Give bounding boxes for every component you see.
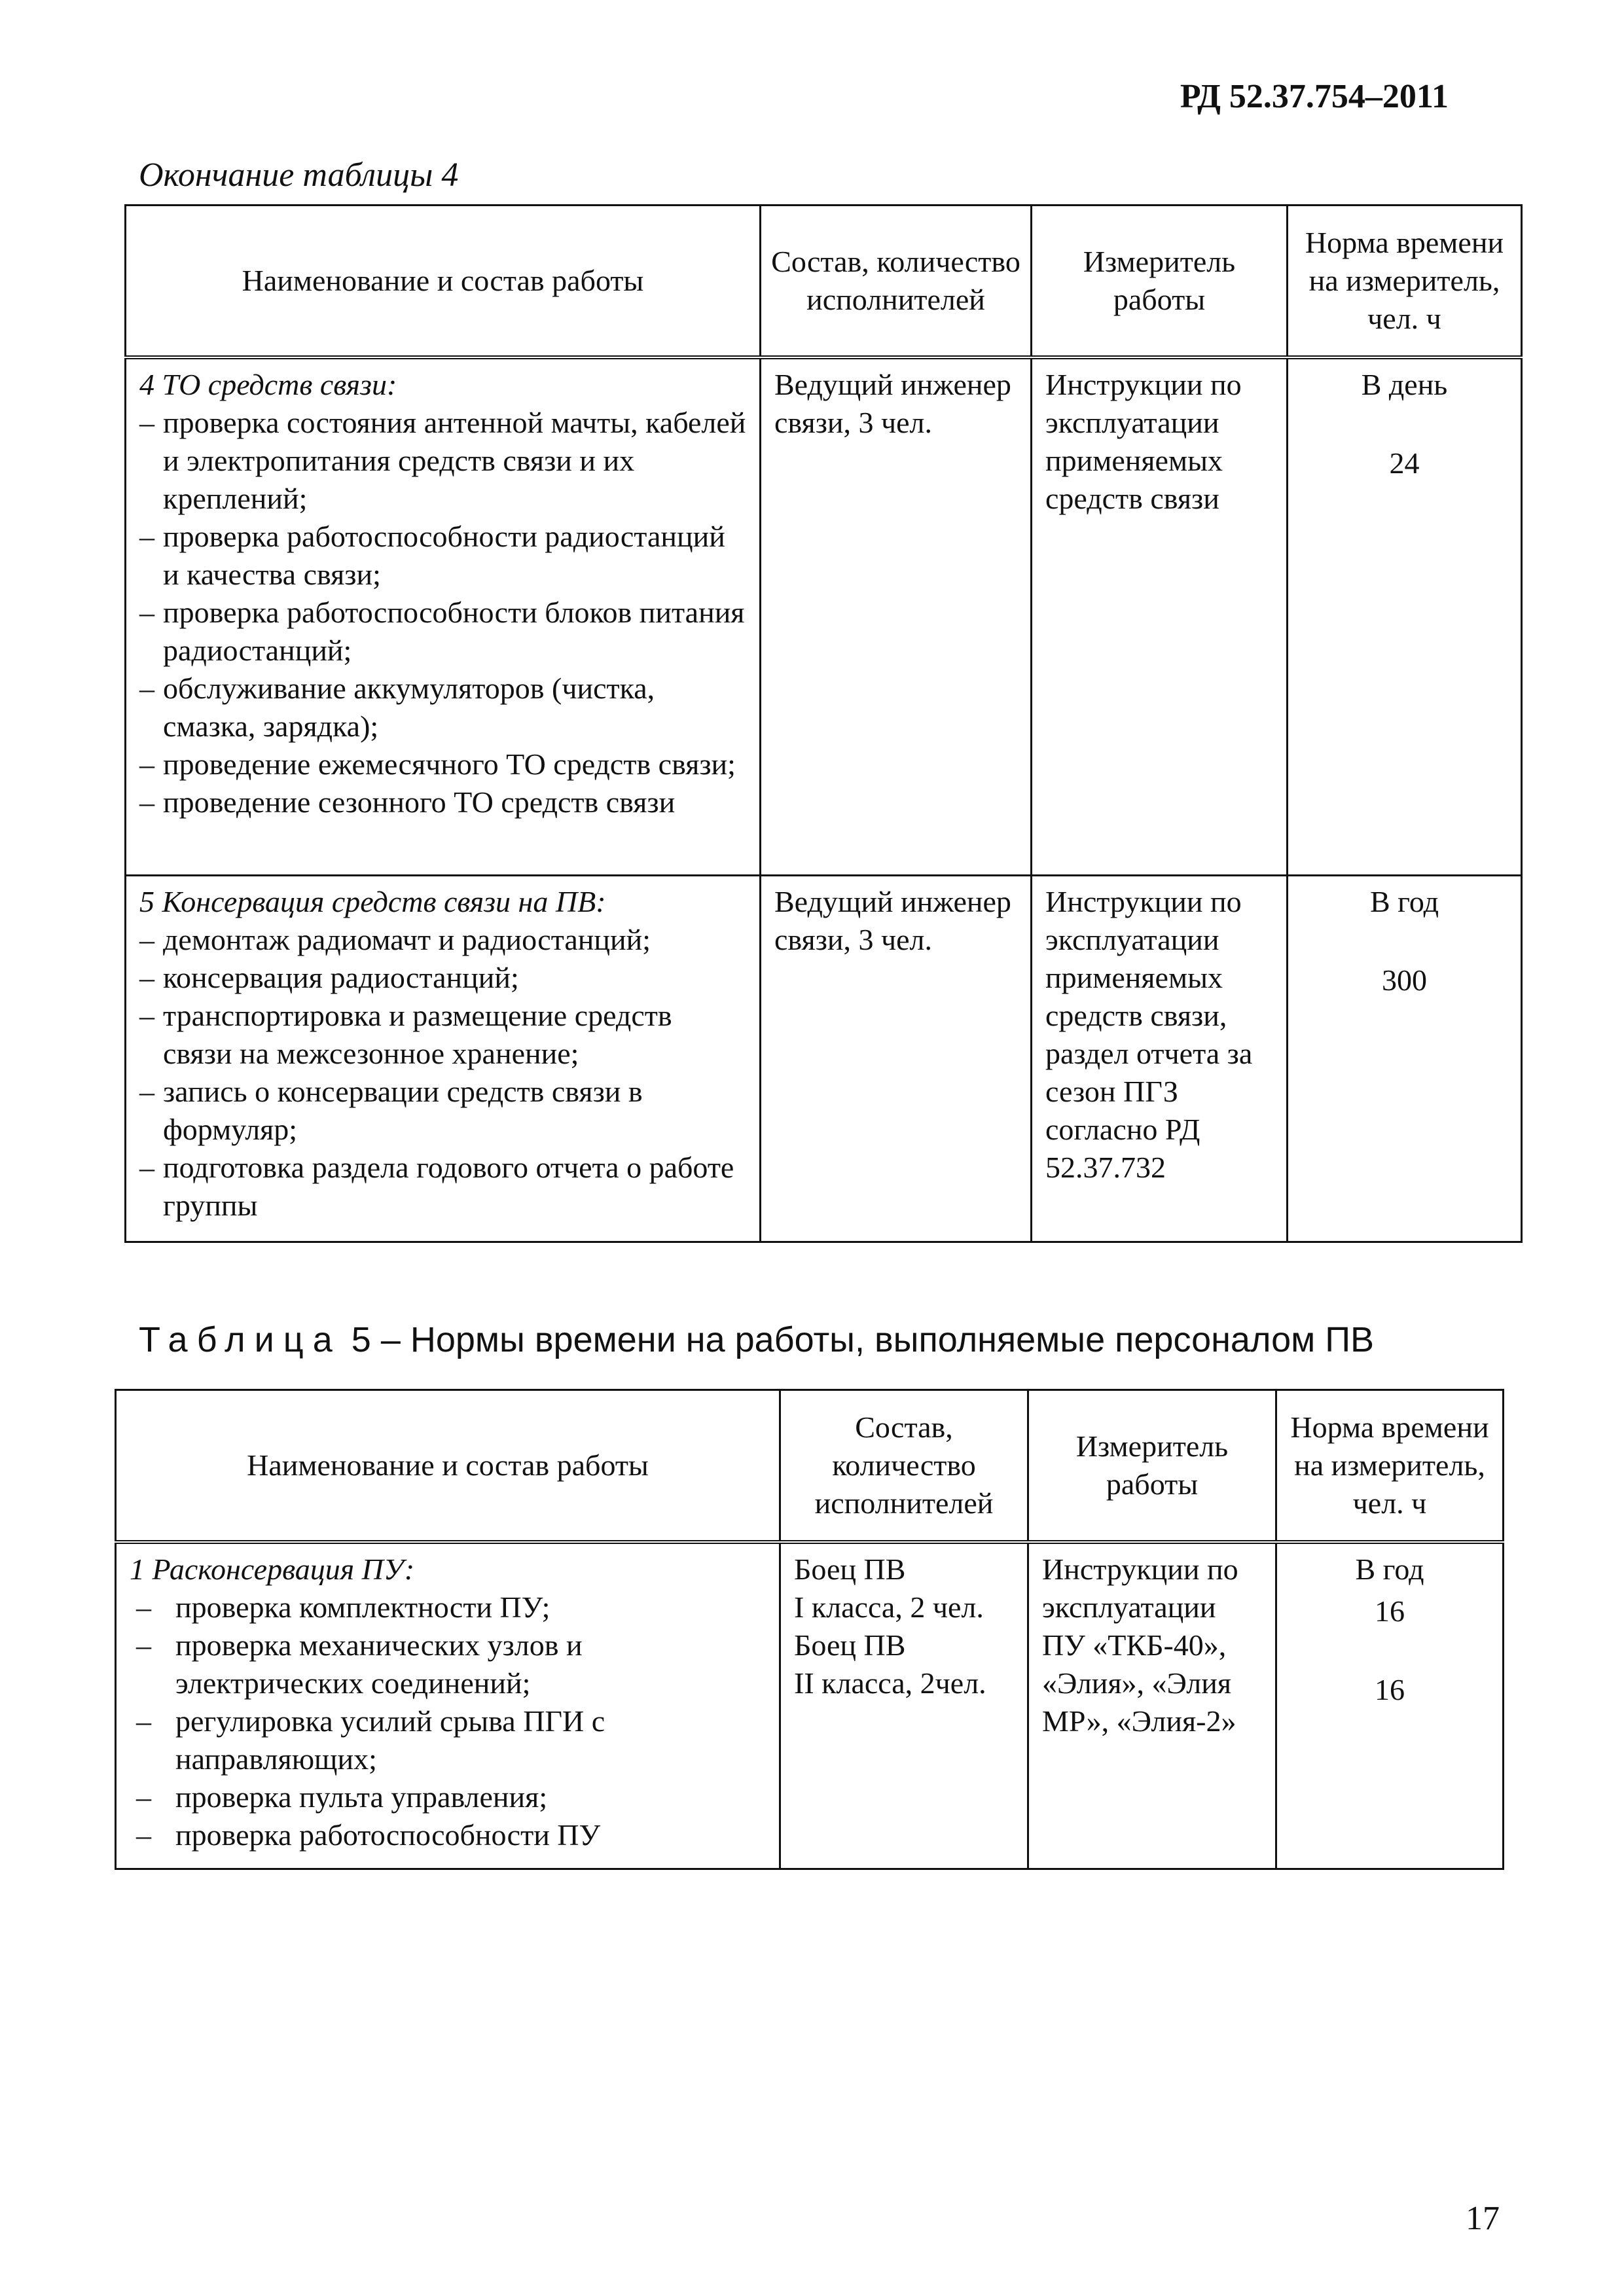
performers-cell <box>780 1542 1028 1869</box>
table-5-caption <box>139 1319 1374 1360</box>
list-item: – проверка работоспособности блоков питания радиостанций; <box>139 594 746 670</box>
list-item: – демонтаж радиомачт и радиостанций; <box>139 921 746 959</box>
table-4 <box>124 204 1523 1243</box>
list-item: – обслуживание аккумуляторов (чистка, смазка, зарядка); <box>139 670 746 745</box>
norm-value: 16 <box>1375 1594 1405 1628</box>
table-row <box>116 1542 1504 1869</box>
work-title: 1 Расконсервация ПУ: <box>130 1552 415 1586</box>
list-item: – запись о консервации средств связи в формуляр; <box>139 1073 746 1149</box>
list-item: – транспортировка и размещение средств связи на межсезонное хранение; <box>139 997 746 1073</box>
list-item: – проверка работоспособности радиостанций и качества связи; <box>139 518 746 594</box>
column-header: Наименование и состав работы <box>116 1390 780 1542</box>
work-cell <box>126 357 761 876</box>
performers-cell: Ведущий инженер связи, 3 чел. <box>761 876 1032 1242</box>
performer-line: II класса, 2чел. <box>794 1666 986 1700</box>
list-item: – проверка комплектности ПУ; <box>130 1588 766 1626</box>
work-cell <box>116 1542 780 1869</box>
list-item: – проверка механических узлов и электрических соединений; <box>130 1626 766 1702</box>
list-item: – проверка работоспособности ПУ <box>130 1816 766 1854</box>
norm-period: В день <box>1361 367 1448 401</box>
column-header: Измеритель работы <box>1028 1390 1276 1542</box>
work-steps-list <box>139 404 746 821</box>
column-header: Состав, количество исполнителей <box>761 206 1032 357</box>
norm-value: 16 <box>1375 1672 1405 1706</box>
column-header: Наименование и состав работы <box>126 206 761 357</box>
norm-period: В год <box>1370 885 1439 918</box>
column-header: Норма времени на измеритель, чел. ч <box>1288 206 1522 357</box>
norm-cell <box>1288 876 1522 1242</box>
table-number: 5 <box>351 1320 371 1359</box>
work-steps-list <box>139 921 746 1225</box>
norm-period: В год <box>1355 1552 1424 1586</box>
work-title: 5 Консервация средств связи на ПВ: <box>139 885 606 918</box>
list-item: – подготовка раздела годового отчета о работе группы <box>139 1149 746 1225</box>
norm-value: 24 <box>1389 446 1420 480</box>
unit-cell: Инструкции по эксплуатации ПУ «ТКБ-40», «Элия», «Элия МР», «Элия-2» <box>1028 1542 1276 1869</box>
table-title: – Нормы времени на работы, выполняемые персоналом ПВ <box>380 1320 1375 1359</box>
list-item: – проверка пульта управления; <box>130 1778 766 1816</box>
unit-cell: Инструкции по эксплуатации применяемых средств связи, раздел отчета за сезон ПГЗ согласно РД 52.37.732 <box>1032 876 1288 1242</box>
list-item: – проведение сезонного ТО средств связи <box>139 783 746 821</box>
performer-line: I класса, 2 чел. <box>794 1590 984 1624</box>
table-row <box>126 357 1522 876</box>
performers-cell: Ведущий инженер связи, 3 чел. <box>761 357 1032 876</box>
performer-line: Боец ПВ <box>794 1552 906 1586</box>
performer-line: Боец ПВ <box>794 1628 906 1662</box>
column-header: Норма времени на измеритель, чел. ч <box>1276 1390 1504 1542</box>
list-item: – консервация радиостанций; <box>139 959 746 997</box>
table-5 <box>115 1389 1504 1870</box>
work-title: 4 ТО средств связи: <box>139 367 397 401</box>
table-label: Таблица <box>139 1320 342 1359</box>
work-steps-list <box>130 1588 766 1854</box>
unit-cell: Инструкции по эксплуатации применяемых средств связи <box>1032 357 1288 876</box>
list-item: – регулировка усилий срыва ПГИ с направляющих; <box>130 1702 766 1778</box>
table-header-row <box>116 1390 1504 1542</box>
column-header: Измеритель работы <box>1032 206 1288 357</box>
table-row <box>126 876 1522 1242</box>
table-continuation-caption: Окончание таблицы 4 <box>139 156 459 194</box>
table-header-row <box>126 206 1522 357</box>
norm-value: 300 <box>1382 963 1427 997</box>
document-code: РД 52.37.754–2011 <box>1180 78 1449 115</box>
page-number: 17 <box>1466 2200 1500 2237</box>
work-cell <box>126 876 761 1242</box>
norm-cell <box>1288 357 1522 876</box>
list-item: – проведение ежемесячного ТО средств связи; <box>139 745 746 783</box>
list-item: – проверка состояния антенной мачты, кабелей и электропитания средств связи и их креплений; <box>139 404 746 518</box>
norm-cell <box>1276 1542 1504 1869</box>
column-header: Состав, количество исполнителей <box>780 1390 1028 1542</box>
